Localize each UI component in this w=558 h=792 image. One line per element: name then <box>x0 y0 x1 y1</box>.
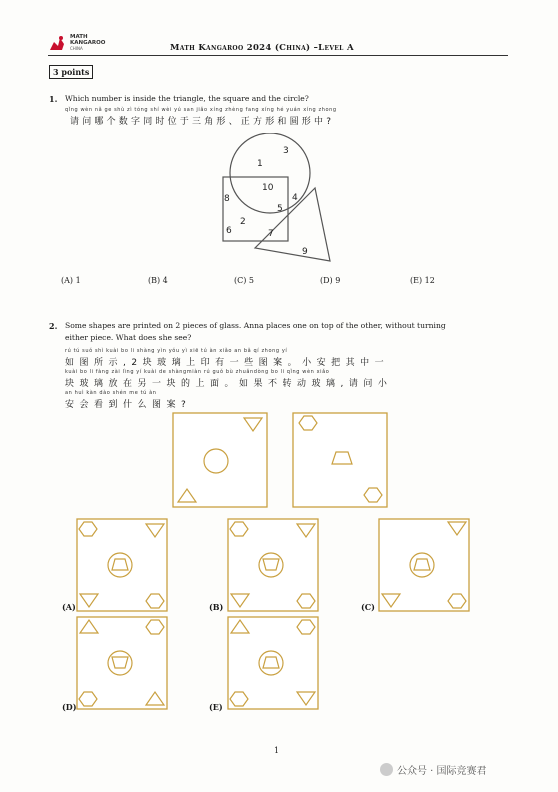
q2-option-a-figure[interactable] <box>76 518 168 612</box>
q1-option-b[interactable]: (B) 4 <box>148 276 168 285</box>
glass-piece-1 <box>172 412 268 508</box>
q2-option-e-label[interactable]: (E) <box>209 702 223 712</box>
figure-number: 9 <box>302 247 308 257</box>
question-2-pinyin-line1: rú tú suǒ shì kuài bo li shàng yìn yǒu yì xiē tú àn xiǎo an bǎ qí zhong yí <box>65 348 288 354</box>
question-2-pinyin-line3: an huì kàn dào shén me tú àn <box>65 390 157 396</box>
question-1-pinyin: qǐng wèn nǎ ge shù zì tóng shí wèi yú san jiǎo xíng zhèng fang xíng hé yuán xíng zhong <box>65 107 337 113</box>
q2-option-e-figure[interactable] <box>227 616 319 710</box>
figure-number: 6 <box>226 226 232 236</box>
question-1-number: 1. <box>49 94 58 104</box>
q2-option-b-figure[interactable] <box>227 518 319 612</box>
question-2-chinese-line2: 块玻璃放在另一块的上面。如果不转动玻璃,请问小 <box>65 379 393 389</box>
q2-option-d-label[interactable]: (D) <box>62 702 77 712</box>
q2-option-a-label[interactable]: (A) <box>62 602 76 612</box>
logo-text-china: CHINA <box>70 46 83 51</box>
q1-option-c[interactable]: (C) 5 <box>234 276 254 285</box>
header-divider <box>48 55 508 56</box>
question-2-chinese-line1: 如图所示,2块玻璃上印有一些图案。小安把其中一 <box>65 358 390 368</box>
figure-number: 2 <box>240 217 246 227</box>
figure-number: 8 <box>224 194 230 204</box>
points-section-label: 3 points <box>49 65 93 79</box>
q2-option-c-figure[interactable] <box>378 518 470 612</box>
q1-option-a[interactable]: (A) 1 <box>61 276 81 285</box>
figure-number: 1 <box>257 159 263 169</box>
q2-option-c-label[interactable]: (C) <box>361 602 375 612</box>
figure-number: 3 <box>283 146 289 156</box>
math-kangaroo-logo <box>48 34 118 52</box>
kangaroo-logo-icon <box>48 34 68 52</box>
question-2-pinyin-line2: kuài bo li fàng zài lìng yí kuài de shàngmiàn rú guǒ bù zhuǎndòng bo li qǐng wèn xiǎo <box>65 369 330 375</box>
triangle-square-circle-figure <box>215 133 345 263</box>
logo-text-kangaroo: KANGAROO <box>70 40 106 46</box>
question-2-text-line2: either piece. What does she see? <box>65 333 192 342</box>
wechat-icon <box>380 763 393 776</box>
figure-number: 10 <box>262 183 274 193</box>
figure-circle <box>230 133 310 213</box>
q2-option-d-figure[interactable] <box>76 616 168 710</box>
figure-number: 5 <box>277 204 283 214</box>
glass-piece-2 <box>292 412 388 508</box>
question-2-text-line1: Some shapes are printed on 2 pieces of glass. Anna places one on top of the other, without turning <box>65 321 446 330</box>
q2-option-b-label[interactable]: (B) <box>209 602 224 612</box>
question-1-chinese: 请问哪个数字同时位于三角形、正方形和圆形中? <box>70 117 335 127</box>
watermark-text: 公众号 · 国际竞赛君 <box>397 766 487 777</box>
question-1-text: Which number is inside the triangle, the square and the circle? <box>65 94 309 103</box>
q1-option-e[interactable]: (E) 12 <box>410 276 435 285</box>
q1-option-d[interactable]: (D) 9 <box>320 276 341 285</box>
page-title: Math Kangaroo 2024 (China) –Level A <box>170 43 354 53</box>
logo-text-math: MATH <box>70 34 88 40</box>
question-2-chinese-line3: 安会看到什么图案? <box>65 400 192 410</box>
page-number: 1 <box>274 746 280 755</box>
question-2-number: 2. <box>49 321 58 331</box>
watermark <box>380 762 487 777</box>
figure-number: 7 <box>268 229 274 239</box>
figure-number: 4 <box>292 193 298 203</box>
